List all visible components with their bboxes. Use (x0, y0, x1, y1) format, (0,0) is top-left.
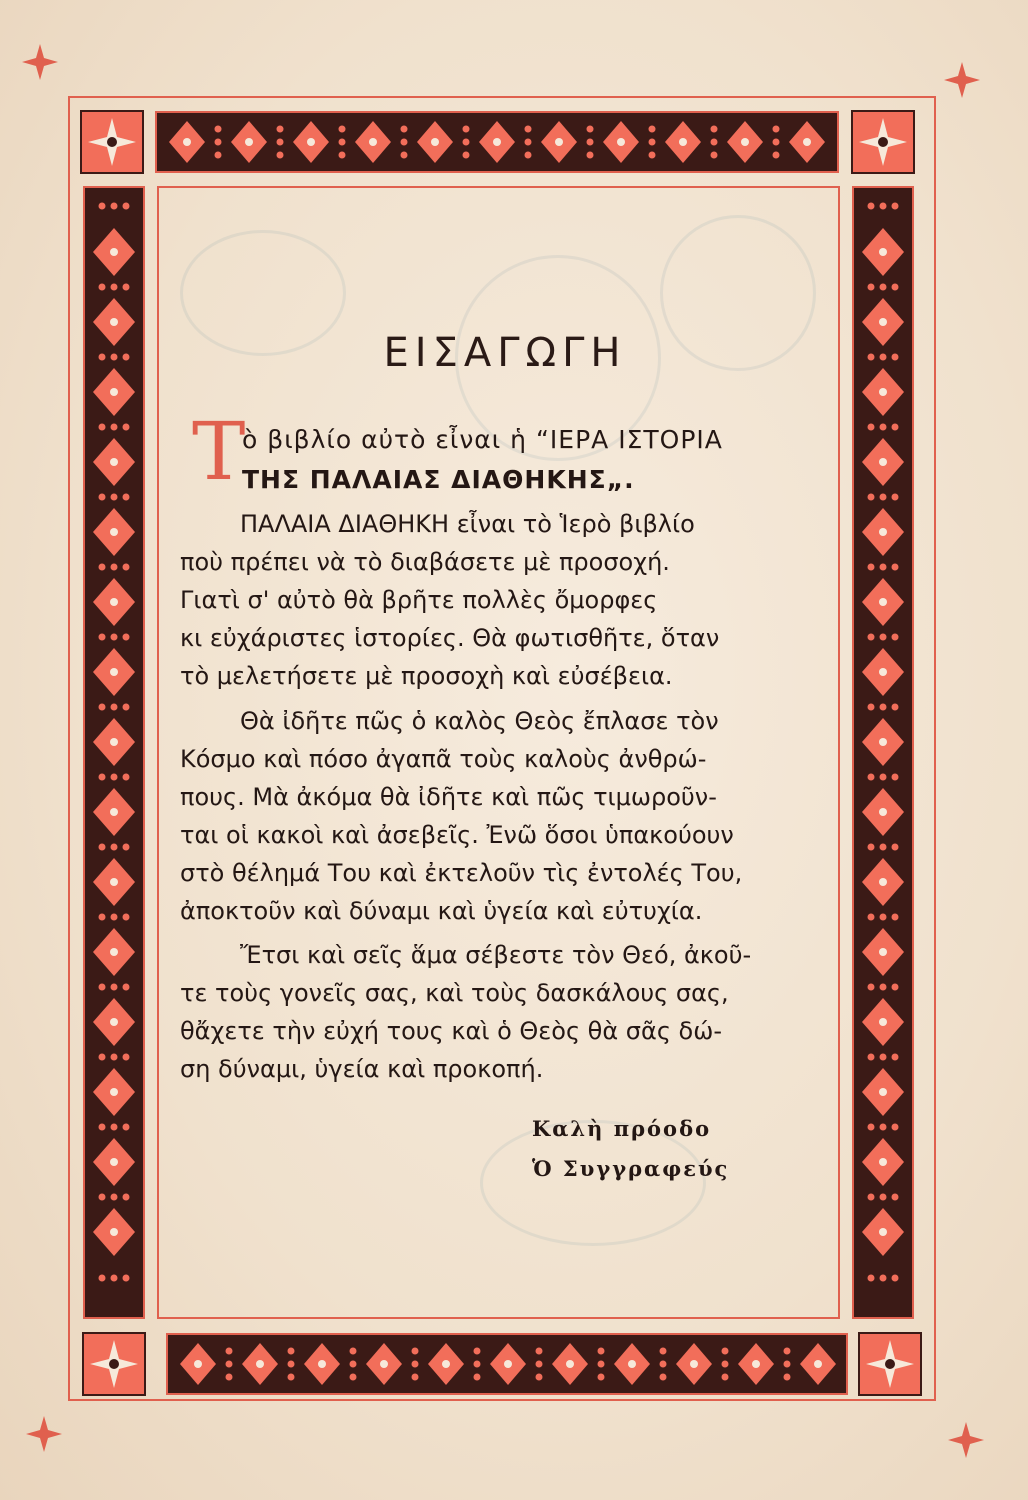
text-line: Κόσμο καὶ πόσο ἀγαπᾶ τοὺς καλοὺς ἀνθρώ- (180, 745, 707, 773)
corner-ornament-icon (944, 1418, 988, 1462)
text-line: ση δύναμι, ὑγεία καὶ προκοπή. (180, 1055, 544, 1083)
rosette-icon (84, 1334, 144, 1394)
right-border-band (852, 186, 914, 1319)
corner-ornament-icon (940, 58, 984, 102)
text-line: ποὺ πρέπει νὰ τὸ διαβάσετε μὲ προσοχή. (180, 548, 670, 576)
rosette-icon (860, 1334, 920, 1394)
corner-rosette-top-left (80, 110, 144, 174)
intro-line: ὸ βιβλίο αὐτὸ εἶναι ἡ “ΙΕΡΑ ΙΣΤΟΡΙΑ (242, 425, 723, 454)
corner-rosette-top-right (851, 110, 915, 174)
corner-rosette-bottom-left (82, 1332, 146, 1396)
text-line: τὸ μελετήσετε μὲ προσοχὴ καὶ εὐσέβεια. (180, 662, 673, 690)
corner-ornament-icon (18, 40, 62, 84)
diamond-pattern-icon (157, 113, 837, 171)
closing-greeting: Καλὴ πρόοδο (532, 1116, 712, 1141)
text-line: τε τοὺς γονεῖς σας, καὶ τοὺς δασκάλους σας, (180, 979, 729, 1007)
rosette-icon (82, 112, 142, 172)
paragraph-2 (180, 702, 830, 930)
text-line: ἀποκτοῦν καὶ δύναμι καὶ ὑγεία καὶ εὐτυχία. (180, 897, 703, 925)
intro-paragraph (192, 405, 832, 502)
text-line: ται οἱ κακοὶ καὶ ἀσεβεῖς. Ἐνῶ ὅσοι ὑπακούουν (180, 821, 734, 849)
paragraph-3 (180, 936, 830, 1088)
diamond-pattern-icon (85, 188, 143, 1317)
diamond-pattern-icon (168, 1335, 846, 1393)
page-title: ΕΙΣΑΓΩΓΗ (383, 330, 627, 376)
text-line: Ἔτσι καὶ σεῖς ἅμα σέβεστε τὸν Θεό, ἀκοῦ- (240, 941, 752, 969)
text-line: Θὰ ἰδῆτε πῶς ὁ καλὸς Θεὸς ἔπλασε τὸν (240, 707, 719, 735)
bottom-border-band (166, 1333, 848, 1395)
text-line: πους. Μὰ ἀκόμα θὰ ἰδῆτε καὶ πῶς τιμωροῦν- (180, 783, 717, 811)
top-border-band (155, 111, 839, 173)
corner-ornament-icon (22, 1412, 66, 1456)
left-border-band (83, 186, 145, 1319)
text-line: θἄχετε τὴν εὐχή τους καὶ ὁ Θεὸς θὰ σᾶς δώ- (180, 1017, 722, 1045)
text-line: ΠΑΛΑΙΑ ΔΙΑΘΗΚΗ εἶναι τὸ Ἱερὸ βιβλίο (240, 510, 695, 538)
paragraph-1 (180, 505, 830, 695)
text-line: στὸ θέλημά Του καὶ ἐκτελοῦν τὶς ἐντολές Του, (180, 859, 743, 887)
text-line: κι εὐχάριστες ἱστορίες. Θὰ φωτισθῆτε, ὅταν (180, 624, 720, 652)
intro-line: ΤΗΣ ΠΑΛΑΙΑΣ ΔΙΑΘΗΚΗΣ„. (242, 465, 635, 494)
text-line: Γιατὶ σ' αὐτὸ θὰ βρῆτε πολλὲς ὄμορφες (180, 586, 658, 614)
rosette-icon (853, 112, 913, 172)
diamond-pattern-icon (854, 188, 912, 1317)
corner-rosette-bottom-right (858, 1332, 922, 1396)
drop-cap: Τ (192, 405, 246, 498)
author-signature: Ὁ Συγγραφεύς (532, 1156, 730, 1181)
